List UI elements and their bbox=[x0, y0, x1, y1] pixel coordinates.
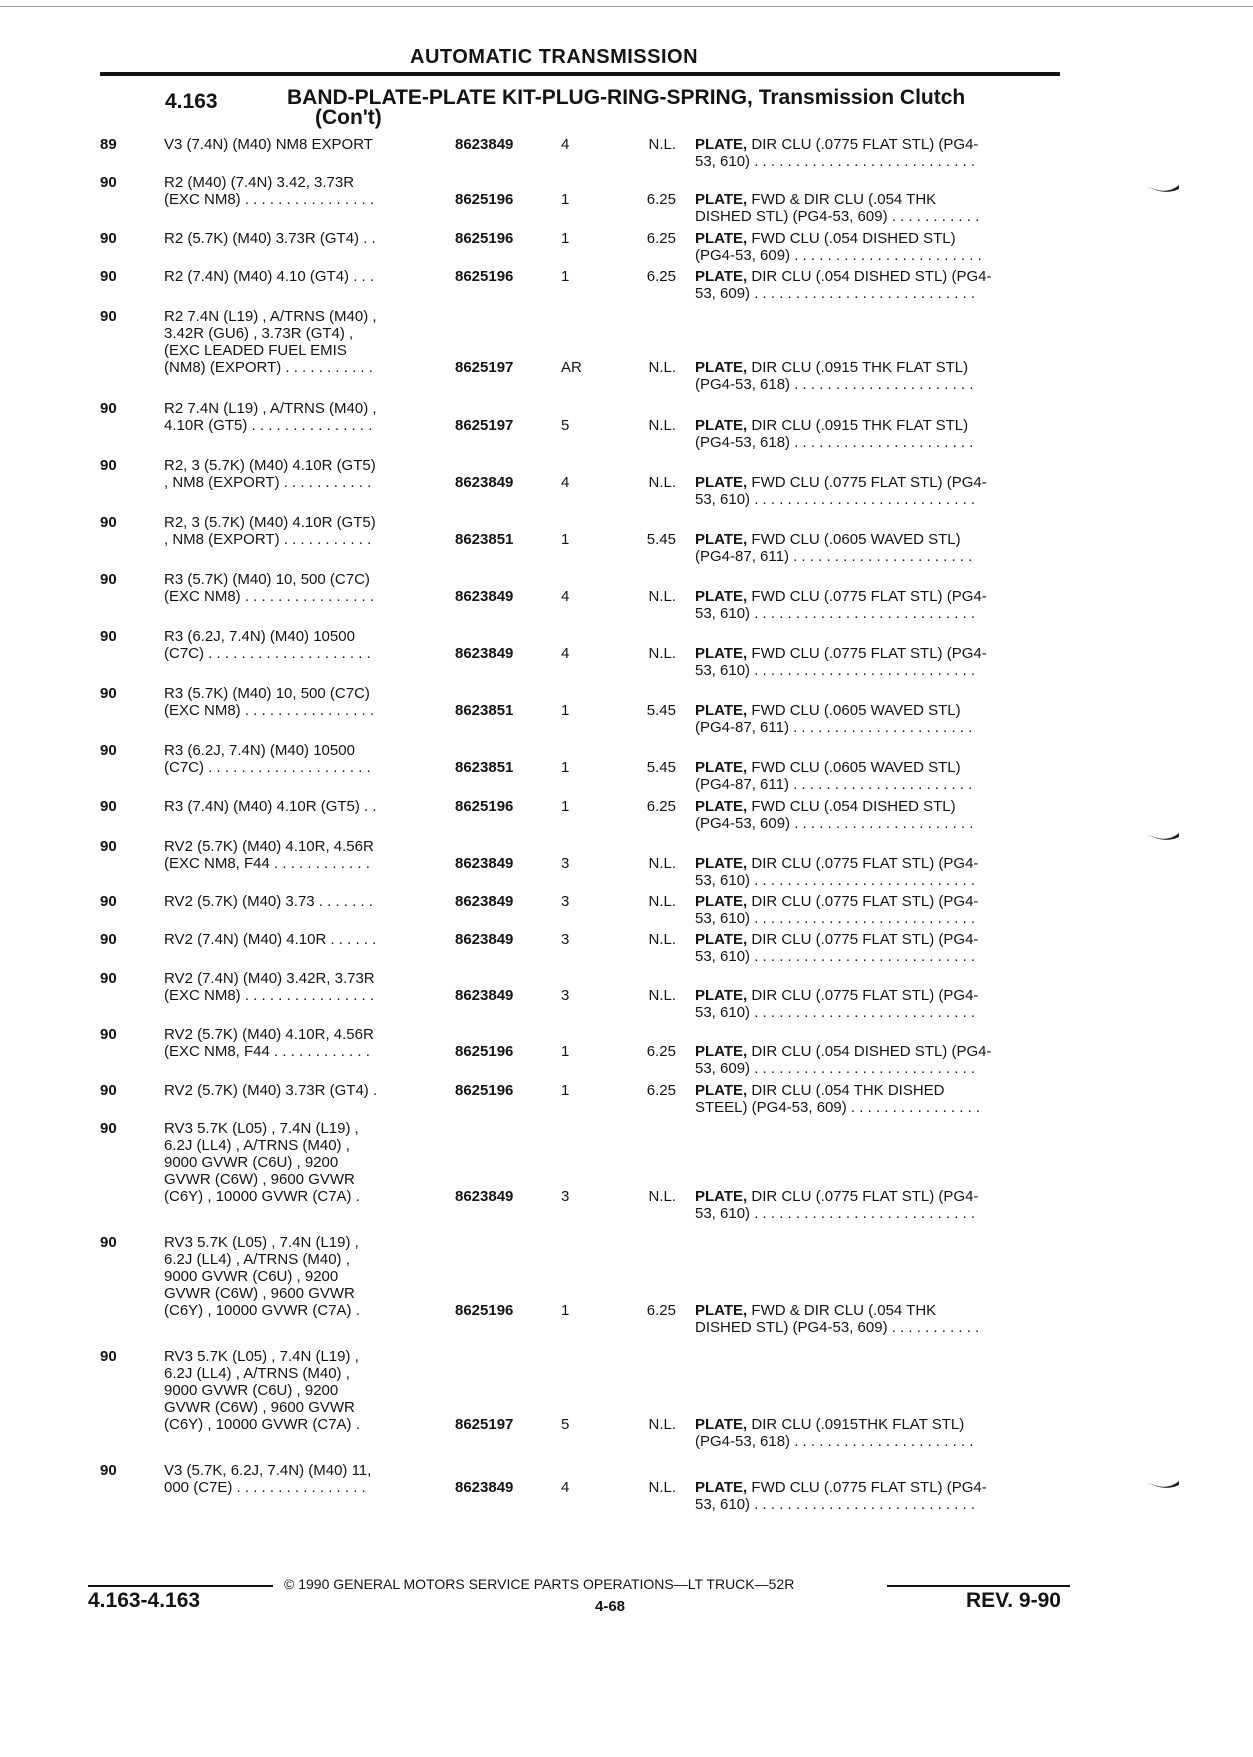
row-price: N.L. bbox=[648, 855, 676, 872]
row-description: RV3 5.7K (L05) , 7.4N (L19) , 6.2J (LL4) , A/TRNS (M40) , 9000 GVWR (C6U) , 9200 GVWR (C6W) , 9600 GVWR (C6Y) , 10000 GVWR (C7A) . bbox=[164, 1234, 360, 1319]
row-part-name bbox=[695, 136, 1065, 170]
row-quantity: 4 bbox=[561, 588, 570, 605]
row-code: 90 bbox=[100, 1026, 117, 1043]
row-part-name bbox=[695, 417, 1065, 451]
binder-hole-mark-icon bbox=[1146, 832, 1180, 842]
row-code: 90 bbox=[100, 308, 117, 325]
row-part-name bbox=[695, 588, 1065, 622]
row-part-name bbox=[695, 1479, 1065, 1513]
row-price: N.L. bbox=[648, 359, 676, 376]
row-part-number: 8623849 bbox=[455, 645, 514, 662]
row-price: N.L. bbox=[648, 417, 676, 434]
row-quantity: 1 bbox=[561, 1302, 570, 1319]
row-part-name-rest: FWD CLU (.0605 WAVED STL) (PG4-87, 611) . . . . . . . . . . . . . . . . . . . . . . bbox=[695, 531, 973, 565]
row-quantity: 1 bbox=[561, 191, 570, 208]
row-code: 89 bbox=[100, 136, 117, 153]
row-price: N.L. bbox=[648, 1188, 676, 1205]
row-part-number: 8625196 bbox=[455, 268, 514, 285]
row-description: RV2 (7.4N) (M40) 3.42R, 3.73R (EXC NM8) . . . . . . . . . . . . . . . . bbox=[164, 970, 375, 1004]
row-description: RV3 5.7K (L05) , 7.4N (L19) , 6.2J (LL4) , A/TRNS (M40) , 9000 GVWR (C6U) , 9200 GVWR (C6W) , 9600 GVWR (C6Y) , 10000 GVWR (C7A) . bbox=[164, 1348, 360, 1433]
row-part-name-bold: PLATE, bbox=[695, 1188, 748, 1205]
row-part-name-bold: PLATE, bbox=[695, 931, 748, 948]
row-price: N.L. bbox=[648, 893, 676, 910]
row-part-name-rest: FWD & DIR CLU (.054 THK DISHED STL) (PG4-53, 609) . . . . . . . . . . . bbox=[695, 1302, 980, 1336]
row-description: RV3 5.7K (L05) , 7.4N (L19) , 6.2J (LL4) , A/TRNS (M40) , 9000 GVWR (C6U) , 9200 GVWR (C6W) , 9600 GVWR (C6Y) , 10000 GVWR (C7A) . bbox=[164, 1120, 360, 1205]
row-part-name-bold: PLATE, bbox=[695, 1416, 748, 1433]
row-part-name-rest: DIR CLU (.054 THK DISHED STEEL) (PG4-53, 609) . . . . . . . . . . . . . . . . bbox=[695, 1082, 981, 1116]
row-quantity: 1 bbox=[561, 702, 570, 719]
row-price: 6.25 bbox=[646, 268, 676, 285]
row-part-name-rest: DIR CLU (.0775 FLAT STL) (PG4- 53, 610) . . . . . . . . . . . . . . . . . . . . . . . . . . . bbox=[695, 893, 979, 927]
row-code: 90 bbox=[100, 1082, 117, 1099]
row-description: RV2 (5.7K) (M40) 3.73 . . . . . . . bbox=[164, 893, 373, 910]
row-part-name-rest: DIR CLU (.0775 FLAT STL) (PG4- 53, 610) . . . . . . . . . . . . . . . . . . . . . . . . . . . bbox=[695, 136, 979, 170]
row-part-number: 8625196 bbox=[455, 1302, 514, 1319]
row-quantity: 1 bbox=[561, 798, 570, 815]
row-part-name-rest: DIR CLU (.0775 FLAT STL) (PG4- 53, 610) . . . . . . . . . . . . . . . . . . . . . . . . . . . bbox=[695, 1188, 979, 1222]
row-part-name bbox=[695, 191, 1065, 225]
row-price: 5.45 bbox=[646, 531, 676, 548]
row-quantity: 1 bbox=[561, 531, 570, 548]
row-part-name-bold: PLATE, bbox=[695, 230, 748, 247]
row-part-name-rest: DIR CLU (.0775 FLAT STL) (PG4- 53, 610) . . . . . . . . . . . . . . . . . . . . . . . . . . . bbox=[695, 987, 979, 1021]
row-price: 5.45 bbox=[646, 702, 676, 719]
row-quantity: 3 bbox=[561, 987, 570, 1004]
row-price: 5.45 bbox=[646, 759, 676, 776]
row-part-name bbox=[695, 987, 1065, 1021]
row-quantity: 1 bbox=[561, 1082, 570, 1099]
row-part-name-rest: FWD CLU (.0605 WAVED STL) (PG4-87, 611) . . . . . . . . . . . . . . . . . . . . . . bbox=[695, 759, 973, 793]
row-part-name bbox=[695, 798, 1065, 832]
row-part-name-bold: PLATE, bbox=[695, 191, 748, 208]
row-quantity: 3 bbox=[561, 855, 570, 872]
row-description: R3 (6.2J, 7.4N) (M40) 10500 (C7C) . . . . . . . . . . . . . . . . . . . . bbox=[164, 628, 371, 662]
row-part-name bbox=[695, 1043, 1065, 1077]
row-code: 90 bbox=[100, 798, 117, 815]
row-part-name-bold: PLATE, bbox=[695, 893, 748, 910]
row-part-number: 8623849 bbox=[455, 893, 514, 910]
row-part-name-bold: PLATE, bbox=[695, 588, 748, 605]
row-part-name-rest: FWD CLU (.0605 WAVED STL) (PG4-87, 611) . . . . . . . . . . . . . . . . . . . . . . bbox=[695, 702, 973, 736]
row-code: 90 bbox=[100, 400, 117, 417]
row-description: RV2 (5.7K) (M40) 4.10R, 4.56R (EXC NM8, F44 . . . . . . . . . . . . bbox=[164, 838, 374, 872]
row-code: 90 bbox=[100, 742, 117, 759]
row-part-name-bold: PLATE, bbox=[695, 531, 748, 548]
row-part-name bbox=[695, 1416, 1065, 1450]
row-quantity: 1 bbox=[561, 268, 570, 285]
row-part-name-rest: FWD CLU (.0775 FLAT STL) (PG4- 53, 610) . . . . . . . . . . . . . . . . . . . . . . . . . . . bbox=[695, 474, 987, 508]
row-part-name-bold: PLATE, bbox=[695, 987, 748, 1004]
row-description: R2, 3 (5.7K) (M40) 4.10R (GT5) , NM8 (EXPORT) . . . . . . . . . . . bbox=[164, 514, 376, 548]
row-part-number: 8623849 bbox=[455, 855, 514, 872]
row-part-name bbox=[695, 759, 1065, 793]
row-part-name-bold: PLATE, bbox=[695, 645, 748, 662]
row-description: R3 (5.7K) (M40) 10, 500 (C7C) (EXC NM8) . . . . . . . . . . . . . . . . bbox=[164, 685, 375, 719]
row-part-name-rest: FWD CLU (.054 DISHED STL) (PG4-53, 609) . . . . . . . . . . . . . . . . . . . . . . bbox=[695, 798, 974, 832]
row-part-name-bold: PLATE, bbox=[695, 798, 748, 815]
footer-copyright: © 1990 GENERAL MOTORS SERVICE PARTS OPERATIONS—LT TRUCK—52R bbox=[284, 1576, 795, 1592]
row-part-name-rest: DIR CLU (.0915THK FLAT STL) (PG4-53, 618) . . . . . . . . . . . . . . . . . . . . . . bbox=[695, 1416, 974, 1450]
row-part-name bbox=[695, 931, 1065, 965]
row-description: R3 (6.2J, 7.4N) (M40) 10500 (C7C) . . . . . . . . . . . . . . . . . . . . bbox=[164, 742, 371, 776]
row-description: V3 (5.7K, 6.2J, 7.4N) (M40) 11, 000 (C7E) . . . . . . . . . . . . . . . . bbox=[164, 1462, 372, 1496]
row-price: N.L. bbox=[648, 987, 676, 1004]
row-price: N.L. bbox=[648, 474, 676, 491]
section-number: 4.163 bbox=[165, 90, 218, 113]
row-part-name-rest: DIR CLU (.0915 THK FLAT STL) (PG4-53, 618) . . . . . . . . . . . . . . . . . . . . . . bbox=[695, 359, 974, 393]
row-quantity: 4 bbox=[561, 1479, 570, 1496]
row-part-number: 8623849 bbox=[455, 136, 514, 153]
row-part-name-bold: PLATE, bbox=[695, 855, 748, 872]
row-part-name bbox=[695, 702, 1065, 736]
row-description: R3 (7.4N) (M40) 4.10R (GT5) . . bbox=[164, 798, 377, 815]
row-price: 6.25 bbox=[646, 1302, 676, 1319]
row-part-name-bold: PLATE, bbox=[695, 759, 748, 776]
row-part-name bbox=[695, 531, 1065, 565]
binder-hole-mark-icon bbox=[1146, 184, 1180, 194]
row-part-name-bold: PLATE, bbox=[695, 359, 748, 376]
row-price: N.L. bbox=[648, 1416, 676, 1433]
row-part-number: 8623849 bbox=[455, 1188, 514, 1205]
row-quantity: AR bbox=[561, 359, 582, 376]
row-code: 90 bbox=[100, 1462, 117, 1479]
row-part-name-bold: PLATE, bbox=[695, 268, 748, 285]
row-part-name-rest: DIR CLU (.0775 FLAT STL) (PG4- 53, 610) . . . . . . . . . . . . . . . . . . . . . . . . . . . bbox=[695, 931, 979, 965]
row-quantity: 3 bbox=[561, 1188, 570, 1205]
row-code: 90 bbox=[100, 931, 117, 948]
row-description: RV2 (7.4N) (M40) 4.10R . . . . . . bbox=[164, 931, 377, 948]
row-price: 6.25 bbox=[646, 230, 676, 247]
row-code: 90 bbox=[100, 1348, 117, 1365]
page-header-title: AUTOMATIC TRANSMISSION bbox=[410, 46, 699, 68]
row-code: 90 bbox=[100, 838, 117, 855]
footer-section-range: 4.163-4.163 bbox=[88, 1589, 201, 1612]
row-part-name-rest: FWD CLU (.0775 FLAT STL) (PG4- 53, 610) . . . . . . . . . . . . . . . . . . . . . . . . . . . bbox=[695, 1479, 987, 1513]
row-quantity: 4 bbox=[561, 136, 570, 153]
row-description: R2 (M40) (7.4N) 3.42, 3.73R (EXC NM8) . . . . . . . . . . . . . . . . bbox=[164, 174, 375, 208]
row-part-name-bold: PLATE, bbox=[695, 1479, 748, 1496]
row-price: 6.25 bbox=[646, 1043, 676, 1060]
row-part-name-rest: FWD CLU (.0775 FLAT STL) (PG4- 53, 610) . . . . . . . . . . . . . . . . . . . . . . . . . . . bbox=[695, 645, 987, 679]
row-part-name-bold: PLATE, bbox=[695, 136, 748, 153]
row-code: 90 bbox=[100, 628, 117, 645]
row-part-number: 8623849 bbox=[455, 474, 514, 491]
row-description: R3 (5.7K) (M40) 10, 500 (C7C) (EXC NM8) . . . . . . . . . . . . . . . . bbox=[164, 571, 375, 605]
row-part-name bbox=[695, 268, 1065, 302]
row-quantity: 1 bbox=[561, 230, 570, 247]
row-code: 90 bbox=[100, 230, 117, 247]
row-quantity: 3 bbox=[561, 893, 570, 910]
row-part-name-bold: PLATE, bbox=[695, 1082, 748, 1099]
row-part-name bbox=[695, 1082, 1065, 1116]
row-description: R2 7.4N (L19) , A/TRNS (M40) , 4.10R (GT5) . . . . . . . . . . . . . . . bbox=[164, 400, 377, 434]
row-part-name-bold: PLATE, bbox=[695, 1302, 748, 1319]
row-part-name bbox=[695, 855, 1065, 889]
row-part-name-bold: PLATE, bbox=[695, 417, 748, 434]
footer-rule-right bbox=[887, 1585, 1070, 1587]
row-part-name bbox=[695, 893, 1065, 927]
row-part-name-rest: FWD & DIR CLU (.054 THK DISHED STL) (PG4-53, 609) . . . . . . . . . . . bbox=[695, 191, 980, 225]
row-part-name-rest: DIR CLU (.054 DISHED STL) (PG4- 53, 609) . . . . . . . . . . . . . . . . . . . . . . . . . . . bbox=[695, 268, 992, 302]
row-price: 6.25 bbox=[646, 1082, 676, 1099]
row-part-number: 8625197 bbox=[455, 1416, 514, 1433]
row-part-number: 8623851 bbox=[455, 759, 514, 776]
row-quantity: 1 bbox=[561, 759, 570, 776]
row-description: R2, 3 (5.7K) (M40) 4.10R (GT5) , NM8 (EXPORT) . . . . . . . . . . . bbox=[164, 457, 376, 491]
row-part-number: 8625196 bbox=[455, 798, 514, 815]
row-price: N.L. bbox=[648, 1479, 676, 1496]
row-code: 90 bbox=[100, 174, 117, 191]
row-part-name bbox=[695, 645, 1065, 679]
row-quantity: 5 bbox=[561, 1416, 570, 1433]
row-description: R2 (5.7K) (M40) 3.73R (GT4) . . bbox=[164, 230, 376, 247]
footer-revision: REV. 9-90 bbox=[966, 1589, 1061, 1612]
row-part-name bbox=[695, 359, 1065, 393]
row-price: 6.25 bbox=[646, 191, 676, 208]
row-part-number: 8623849 bbox=[455, 1479, 514, 1496]
section-continued-label: (Con't) bbox=[315, 106, 382, 129]
row-code: 90 bbox=[100, 970, 117, 987]
row-part-number: 8623849 bbox=[455, 588, 514, 605]
row-part-number: 8625196 bbox=[455, 230, 514, 247]
row-description: R2 (7.4N) (M40) 4.10 (GT4) . . . bbox=[164, 268, 375, 285]
row-part-name-rest: DIR CLU (.054 DISHED STL) (PG4- 53, 609) . . . . . . . . . . . . . . . . . . . . . . . . . . . bbox=[695, 1043, 992, 1077]
row-part-name-rest: DIR CLU (.0915 THK FLAT STL) (PG4-53, 618) . . . . . . . . . . . . . . . . . . . . . . bbox=[695, 417, 974, 451]
row-description: RV2 (5.7K) (M40) 4.10R, 4.56R (EXC NM8, F44 . . . . . . . . . . . . bbox=[164, 1026, 374, 1060]
row-quantity: 1 bbox=[561, 1043, 570, 1060]
row-part-name bbox=[695, 1302, 1065, 1336]
row-code: 90 bbox=[100, 893, 117, 910]
row-price: 6.25 bbox=[646, 798, 676, 815]
row-code: 90 bbox=[100, 571, 117, 588]
footer-page-number: 4-68 bbox=[595, 1598, 626, 1615]
row-quantity: 4 bbox=[561, 645, 570, 662]
row-part-name-rest: FWD CLU (.0775 FLAT STL) (PG4- 53, 610) . . . . . . . . . . . . . . . . . . . . . . . . . . . bbox=[695, 588, 987, 622]
row-part-name bbox=[695, 1188, 1065, 1222]
row-part-name-bold: PLATE, bbox=[695, 702, 748, 719]
row-part-number: 8625197 bbox=[455, 359, 514, 376]
row-part-name-rest: DIR CLU (.0775 FLAT STL) (PG4- 53, 610) . . . . . . . . . . . . . . . . . . . . . . . . . . . bbox=[695, 855, 979, 889]
row-price: N.L. bbox=[648, 136, 676, 153]
row-part-number: 8623851 bbox=[455, 702, 514, 719]
row-code: 90 bbox=[100, 1234, 117, 1251]
row-part-number: 8625196 bbox=[455, 191, 514, 208]
row-part-name bbox=[695, 474, 1065, 508]
row-part-number: 8623849 bbox=[455, 931, 514, 948]
footer-rule-left bbox=[88, 1585, 273, 1587]
row-part-number: 8623851 bbox=[455, 531, 514, 548]
row-quantity: 5 bbox=[561, 417, 570, 434]
row-part-number: 8625196 bbox=[455, 1043, 514, 1060]
row-part-number: 8625196 bbox=[455, 1082, 514, 1099]
row-part-name-rest: FWD CLU (.054 DISHED STL) (PG4-53, 609) . . . . . . . . . . . . . . . . . . . . . . . bbox=[695, 230, 982, 264]
row-code: 90 bbox=[100, 268, 117, 285]
row-part-name-bold: PLATE, bbox=[695, 1043, 748, 1060]
row-code: 90 bbox=[100, 514, 117, 531]
row-description: R2 7.4N (L19) , A/TRNS (M40) , 3.42R (GU6) , 3.73R (GT4) , (EXC LEADED FUEL EMIS (NM8) (EXPORT) . . . . . . . . . . . bbox=[164, 308, 377, 376]
row-code: 90 bbox=[100, 457, 117, 474]
row-description: RV2 (5.7K) (M40) 3.73R (GT4) . bbox=[164, 1082, 378, 1099]
row-description: V3 (7.4N) (M40) NM8 EXPORT bbox=[164, 136, 373, 153]
row-part-number: 8625197 bbox=[455, 417, 514, 434]
row-part-number: 8623849 bbox=[455, 987, 514, 1004]
row-quantity: 3 bbox=[561, 931, 570, 948]
row-part-name bbox=[695, 230, 1065, 264]
row-code: 90 bbox=[100, 685, 117, 702]
row-quantity: 4 bbox=[561, 474, 570, 491]
row-price: N.L. bbox=[648, 588, 676, 605]
section-title-text: BAND-PLATE-PLATE KIT-PLUG-RING-SPRING, Transmission Clutch bbox=[287, 86, 966, 109]
row-price: N.L. bbox=[648, 931, 676, 948]
row-part-name-bold: PLATE, bbox=[695, 474, 748, 491]
row-code: 90 bbox=[100, 1120, 117, 1137]
row-price: N.L. bbox=[648, 645, 676, 662]
binder-hole-mark-icon bbox=[1146, 1480, 1180, 1490]
